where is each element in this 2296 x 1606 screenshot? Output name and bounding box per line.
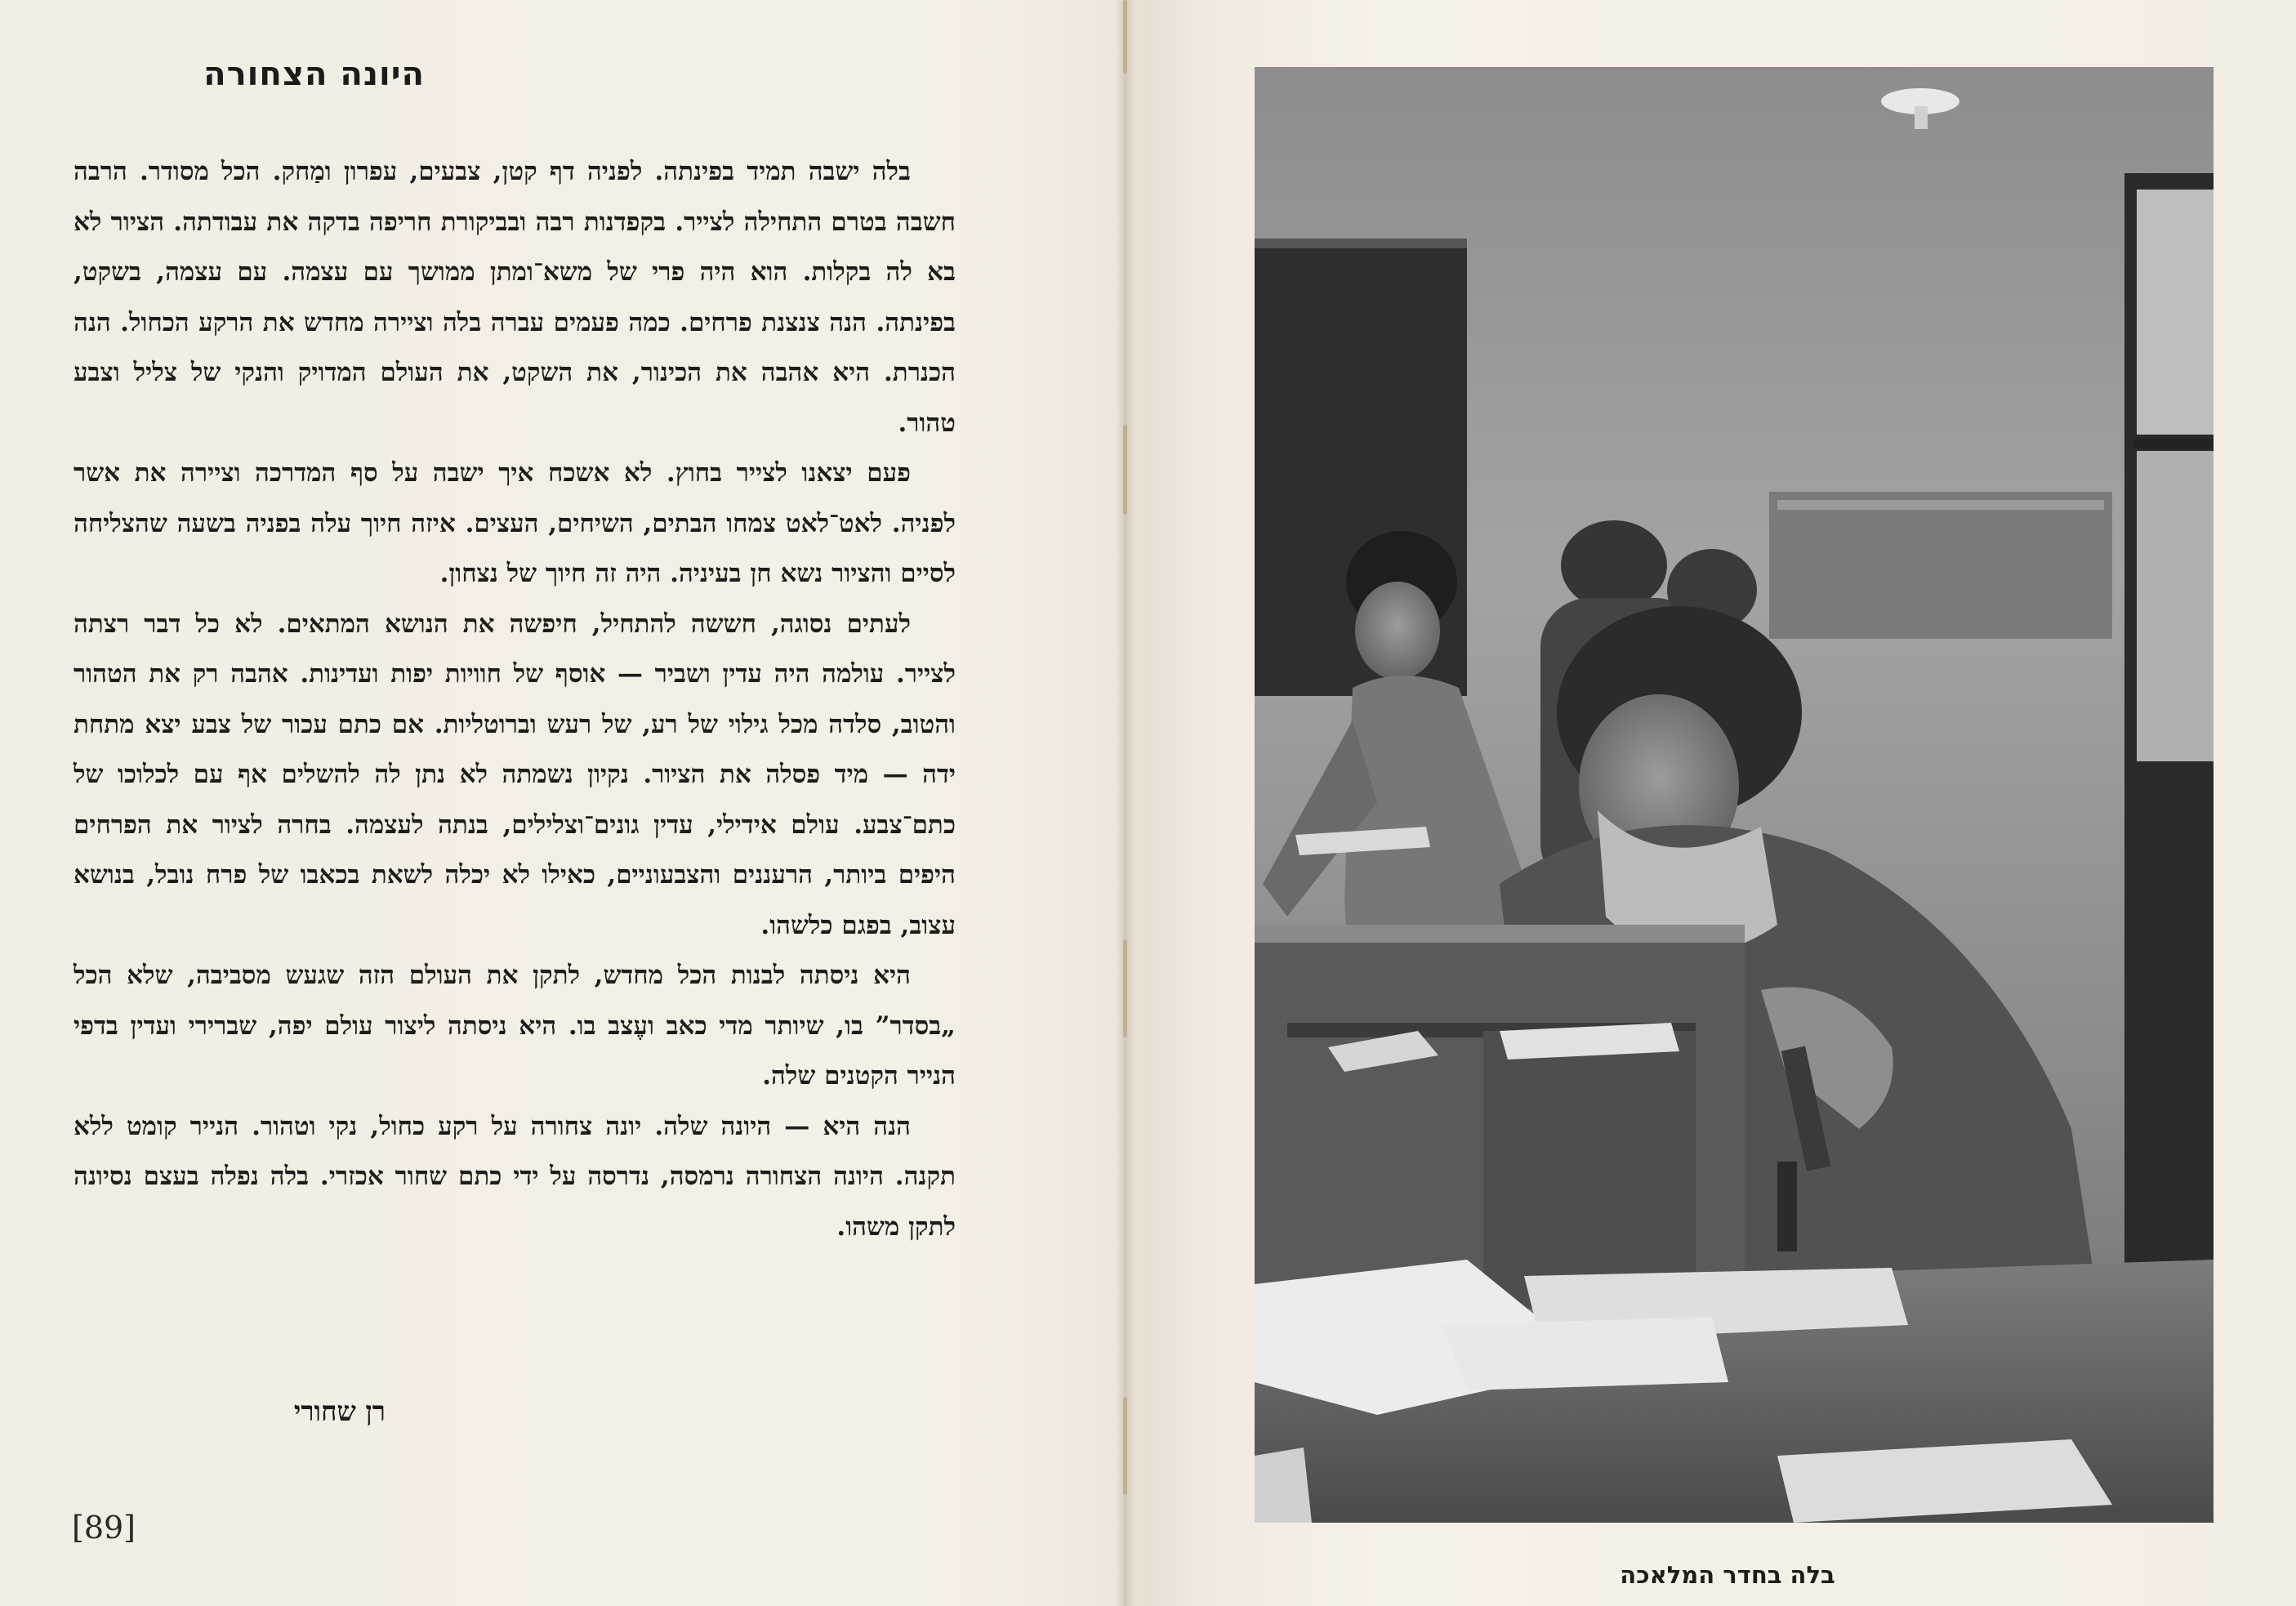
binding-stitch: [1123, 939, 1127, 1037]
binding-stitch: [1123, 1397, 1127, 1495]
paragraph-1: בלה ישבה תמיד בפינתה. לפניה דף קטן, צבעים, עפרון ומַחק. הכל מסודר. הרבה חשבה בטרם התחילה לצייר. בקפדנות רבה ובביקורת חריפה בדקה את עבודתה. הציור לא בא לה בקלות. הוא היה פרי של משא־ומתן ממושך עם עצמה. עם עצמה, בשקט, בפינתה. הנה צנצנת פרחים. כמה פעמים עברה בלה וציירה מחדש את הרקע הכחול. הנה הכנרת. היא אהבה את הכינור, את השקט, את העולם המדויק והנקי של צליל וצבע טהור.: [74, 157, 956, 438]
chapter-title: היונה הצחורה: [203, 56, 425, 93]
page-number: [89]: [72, 1510, 136, 1546]
book-gutter: [1116, 0, 1135, 1606]
story-body: [74, 147, 956, 1252]
binding-stitch: [1123, 425, 1127, 515]
paragraph-4: היא ניסתה לבנות הכל מחדש, לתקן את העולם הזה שגעש מסביבה, שלא הכל „בסדר” בו, שיותר מדי כאב ועֶצב בו. היא ניסתה ליצור עולם יפה, שברירי ועדין בדפי הנייר הקטנים שלה.: [74, 961, 956, 1091]
paragraph-3: לעתים נסוגה, חששה להתחיל, חיפשה את הנושא המתאים. לא כל דבר רצתה לצייר. עולמה היה עדין ושביר — אוסף של חוויות יפות ועדינות. אהבה רק את הטהור והטוב, סלדה מכל גילוי של רע, של רעש וברוטליות. אם כתם עכור של צבע יצא מתחת ידה — מיד פסלה את הציור. נקיון נשמתה לא נתן לה להשלים אף עם לכלוכו של כתם־צבע. עולם אידילי, עדין גונים־וצלילים, בנתה לעצמה. בחרה לציור את הפרחים היפים ביותר, הרעננים והצבעוניים, כאילו לא יכלה לשאת בכאבו של פרח נובל, בנושא עצוב, בפגם כלשהו.: [74, 609, 956, 940]
text-page: [74, 49, 964, 1568]
photo-caption: בלה בחדר המלאכה: [1620, 1561, 1835, 1589]
workshop-photo: [1255, 67, 2214, 1523]
binding-stitch: [1123, 0, 1127, 74]
paragraph-2: פעם יצאנו לצייר בחוץ. לא אשכח איך ישבה על סף המדרכה וציירה את אשר לפניה. לאט־לאט צמחו הבתים, השיחים, העצים. איזה חיוך עלה בפניה בשעה שהצליחה לסיים והציור נשא חן בעיניה. היה זה חיוך של נצחון.: [74, 458, 956, 588]
author-signature: רן שחורי: [293, 1395, 386, 1427]
paragraph-5: הנה היא — היונה שלה. יונה צחורה על רקע כחול, נקי וטהור. הנייר קומט ללא תקנה. היונה הצחורה נרמסה, נדרסה על ידי כתם שחור אכזרי. בלה נפלה בעצם נסיונה לתקן משהו.: [74, 1111, 956, 1242]
